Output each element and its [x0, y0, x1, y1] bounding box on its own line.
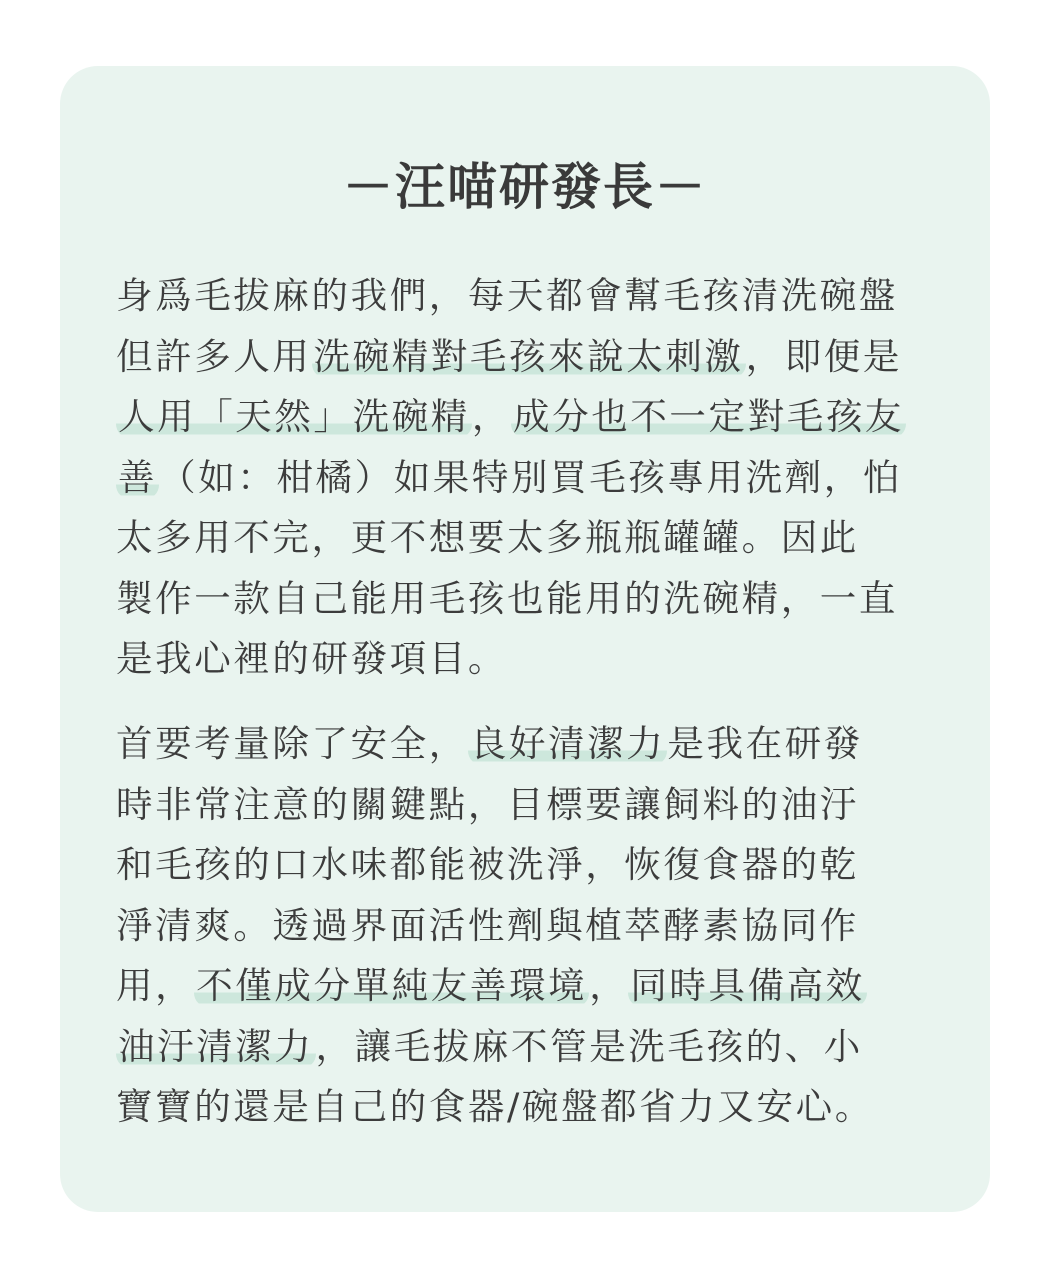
text-line: [116, 775, 946, 836]
text-line: [116, 508, 946, 569]
highlighted-phrase: 人用「天然」洗碗精: [118, 395, 470, 438]
highlighted-phrase: 洗碗精對毛孩來說太刺激: [313, 334, 744, 378]
text-line: [116, 327, 946, 388]
highlighted-phrase: 同時具備高效: [630, 964, 865, 1007]
text-segment: 身爲毛拔麻的我們，每天都會幫毛孩清洗碗盤: [116, 274, 898, 317]
text-segment: 首要考量除了安全，: [116, 722, 468, 765]
text-line: [116, 896, 946, 957]
text-line: [116, 956, 946, 1017]
page-title: －汪喵研發長－: [343, 158, 707, 216]
text-line: [116, 448, 946, 509]
highlighted-phrase: 良好清潔力: [469, 722, 666, 765]
text-segment: 是我在研發: [667, 722, 863, 765]
text-segment: 是我心裡的研發項目。: [116, 637, 507, 680]
text-segment: 淨清爽。透過界面活性劑與植萃酵素協同作: [116, 903, 859, 947]
text-segment: ，: [471, 395, 512, 438]
text-line: [116, 835, 946, 896]
highlighted-phrase: 成分也不一定對毛孩友: [513, 395, 905, 438]
text-segment: 製作一款自己能用毛孩也能用的洗碗精，一直: [116, 576, 898, 620]
text-segment: ，讓毛拔麻不管是洗毛孩的、小: [315, 1024, 863, 1068]
text-line: [116, 629, 946, 690]
text-segment: ，即便是: [745, 334, 903, 378]
paragraph-cleaning-power: [116, 714, 946, 1138]
text-line: [116, 569, 946, 630]
text-segment: 和毛孩的口水味都能被洗淨，恢復食器的乾: [116, 843, 859, 886]
text-line: [116, 1017, 946, 1078]
text-segment: 太多用不完，更不想要太多瓶瓶罐罐。因此: [116, 516, 859, 559]
text-line: [116, 387, 946, 448]
highlighted-phrase: 不僅成分單純友善環境: [196, 964, 588, 1007]
highlighted-phrase: 善: [118, 455, 158, 499]
text-segment: （如：柑橘）如果特別買毛孩專用洗劑，怕: [159, 455, 903, 499]
highlighted-phrase: 油汙清潔力: [118, 1024, 314, 1068]
text-segment: 但許多人用: [116, 334, 312, 378]
text-segment: 時非常注意的關鍵點，目標要讓飼料的油汙: [116, 782, 859, 826]
text-segment: 寶寶的還是自己的食器/碗盤都省力又安心。: [116, 1085, 874, 1128]
paragraph-intro: [116, 266, 946, 690]
text-segment: ，: [589, 964, 629, 1007]
text-line: [116, 1077, 946, 1138]
text-line: [116, 714, 946, 775]
text-segment: 用，: [116, 964, 195, 1007]
text-line: [116, 266, 946, 327]
